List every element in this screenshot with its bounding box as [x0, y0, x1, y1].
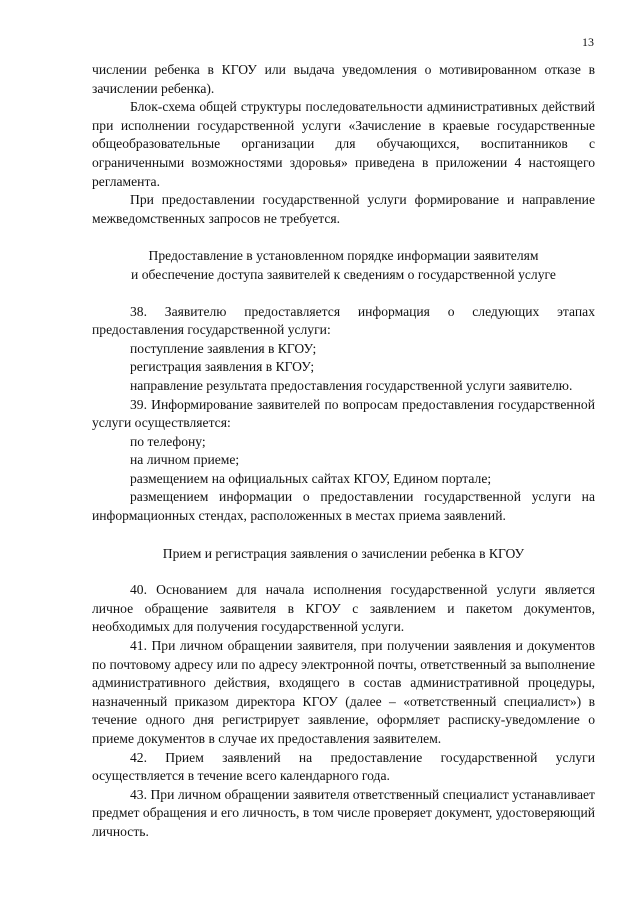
paragraph: 42. Прием заявлений на предоставление государственной услуги осуществляется в течение всего календарного года.: [92, 749, 595, 784]
section-heading: [92, 545, 595, 564]
paragraph: Блок-схема общей структуры последовательности административных действий при исполнении государственной услуги «Зачисление в краевые государственные общеобразовательные организации для обучающихся, воспитанников с ограниченными возможностями здоровья» приведена в приложении 4 настоящего регламента.: [92, 99, 595, 189]
paragraph: 40. Основанием для начала исполнения государственной услуги является личное обращение заявителя в КГОУ с заявлением и пакетом документов, необходимых для получения государственной услуги.: [92, 582, 595, 635]
section-heading-line: Прием и регистрация заявления о зачислении ребенка в КГОУ: [162, 545, 525, 561]
section-heading-line: и обеспечение доступа заявителей к сведениям о государственной услуге: [131, 266, 556, 282]
paragraph: направление результата предоставления государственной услуги заявителю.: [130, 377, 573, 393]
paragraph: 43. При личном обращении заявителя ответственный специалист устанавливает предмет обращения и его личность, в том числе проверяет документ, удостоверяющий личность.: [92, 786, 595, 839]
paragraph: 39. Информирование заявителей по вопросам предоставления государственной услуги осуществляется:: [92, 396, 595, 431]
list-item: на личном приеме;: [130, 452, 240, 468]
section-heading: [92, 247, 595, 284]
document-body: [92, 61, 595, 842]
paragraph: числении ребенка в КГОУ или выдача уведомления о мотивированном отказе в зачислении ребенка).: [92, 62, 595, 96]
list-item: по телефону;: [130, 433, 206, 449]
paragraph: размещением информации о предоставлении государственной услуги на информационных стендах, расположенных в местах приема заявлений.: [92, 489, 595, 524]
section-heading-line: Предоставление в установленном порядке информации заявителям: [148, 248, 539, 264]
paragraph: При предоставлении государственной услуги формирование и направление межведомственных запросов не требуется.: [92, 192, 595, 226]
list-item: размещением на официальных сайтах КГОУ, Едином портале;: [130, 470, 492, 486]
list-item: поступление заявления в КГОУ;: [130, 340, 317, 356]
page-number: 13: [582, 35, 594, 49]
paragraph: 38. Заявителю предоставляется информация о следующих этапах предоставления государственной услуги:: [92, 303, 595, 338]
paragraph: 41. При личном обращении заявителя, при получении заявления и документов по почтовому адресу или по адресу электронной почты, ответственный за выполнение административного действия, входящего в состав административной процедуры, назначенный приказом директора КГОУ (далее – «ответственный специалист») в течение одного дня регистрирует заявление, оформляет расписку-уведомление о приеме документов в случае их предоставления заявителем.: [92, 638, 595, 746]
list-item: регистрация заявления в КГОУ;: [130, 359, 315, 375]
